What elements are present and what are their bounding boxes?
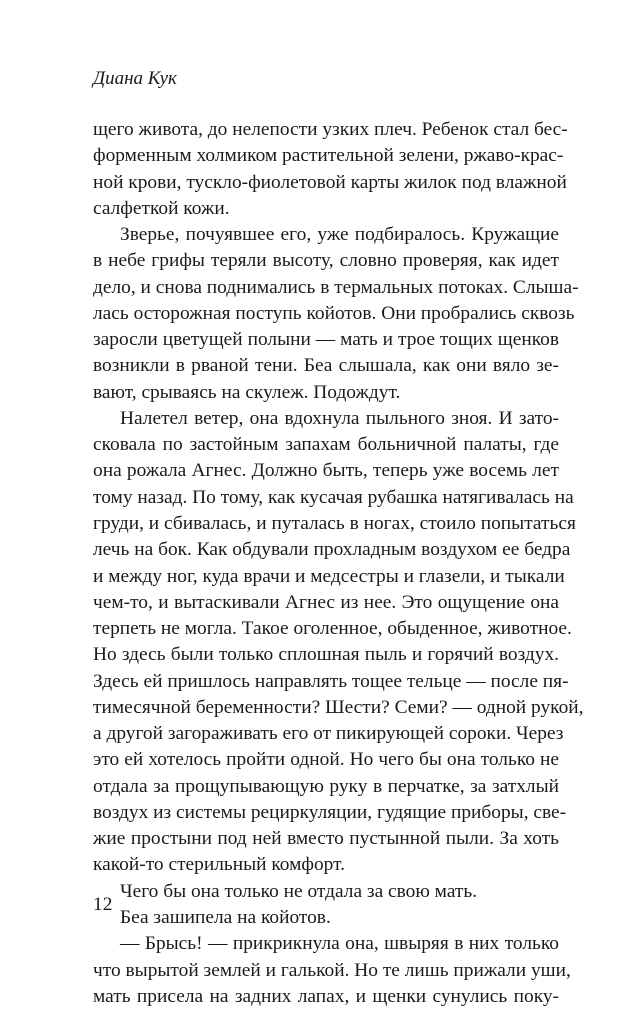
text-line: чем-то, и вытаскивали Агнес из нее. Это ощущение она bbox=[93, 591, 559, 613]
text-line: сковала по застойным запахам больничной палаты, где bbox=[93, 434, 559, 456]
text-line: мать присела на задних лапах, и щенки сунулись поку- bbox=[93, 985, 559, 1007]
text-line: тому назад. По тому, как кусачая рубашка натягивалась на bbox=[93, 486, 574, 508]
paragraph-first-line: — Брысь! — прикрикнула она, швыряя в них только bbox=[120, 933, 559, 955]
text-line: она рожала Агнес. Должно быть, теперь уже восемь лет bbox=[93, 460, 559, 482]
text-line: груди, и сбивалась, и путалась в ногах, стоило попытаться bbox=[93, 512, 576, 534]
text-line: вают, срываясь на скулеж. Подождут. bbox=[93, 381, 401, 403]
text-line: какой-то стерильный комфорт. bbox=[93, 854, 345, 876]
text-line: что вырытой землей и галькой. Но те лишь прижали уши, bbox=[93, 959, 571, 981]
paragraph-first-line: Налетел ветер, она вдохнула пыльного зноя. И зато- bbox=[120, 407, 559, 429]
text-line: это ей хотелось пройти одной. Но чего бы она только не bbox=[93, 749, 559, 771]
text-line: щего живота, до нелепости узких плеч. Ребенок стал бес- bbox=[93, 119, 568, 140]
running-head: Диана Кук bbox=[93, 68, 177, 89]
text-line: возникли в рваной тени. Беа слышала, как они вяло зе- bbox=[93, 355, 559, 377]
text-line: тимесячной беременности? Шести? Семи? — одной рукой, bbox=[93, 696, 584, 718]
paragraph-first-line: Чего бы она только не отдала за свою мать. bbox=[120, 880, 478, 902]
paragraph-first-line: Зверье, почуявшее его, уже подбиралось. Кружащие bbox=[120, 224, 559, 246]
text-line: форменным холмиком растительной зелени, ржаво-крас- bbox=[93, 145, 564, 167]
text-line: а другой загораживать его от пикирующей сороки. Через bbox=[93, 723, 564, 745]
text-line: терпеть не могла. Такое оголенное, обыденное, животное. bbox=[93, 618, 572, 640]
text-line: воздух из системы рециркуляции, гудящие приборы, све- bbox=[93, 801, 567, 823]
text-line: жие простыни под ней вместо пустынной пыли. За хоть bbox=[93, 828, 559, 850]
paragraph-first-line: Беа зашипела на койотов. bbox=[120, 906, 331, 928]
page-number: 12 bbox=[93, 894, 113, 915]
text-line: Здесь ей пришлось направлять тощее тельце — после пя- bbox=[93, 670, 569, 692]
text-line: лечь на бок. Как обдували прохладным воздухом ее бедра bbox=[93, 539, 571, 561]
text-line: Но здесь были только сплошная пыль и горячий воздух. bbox=[93, 644, 559, 666]
body-text bbox=[93, 117, 584, 1010]
text-line: в небе грифы теряли высоту, словно проверяя, как идет bbox=[93, 250, 559, 272]
text-line: заросли цветущей полыни — мать и трое тощих щенков bbox=[93, 329, 559, 351]
text-line: лась осторожная поступь койотов. Они пробрались сквозь bbox=[93, 302, 575, 324]
text-line: салфеткой кожи. bbox=[93, 197, 230, 219]
text-line: ной крови, тускло-фиолетовой карты жилок под влажной bbox=[93, 171, 567, 193]
text-line: отдала за прощупывающую руку в перчатке, за затхлый bbox=[93, 775, 559, 797]
text-line: дело, и снова поднимались в термальных потоках. Слыша- bbox=[93, 276, 579, 298]
text-line: и между ног, куда врачи и медсестры и глазели, и тыкали bbox=[93, 565, 565, 587]
